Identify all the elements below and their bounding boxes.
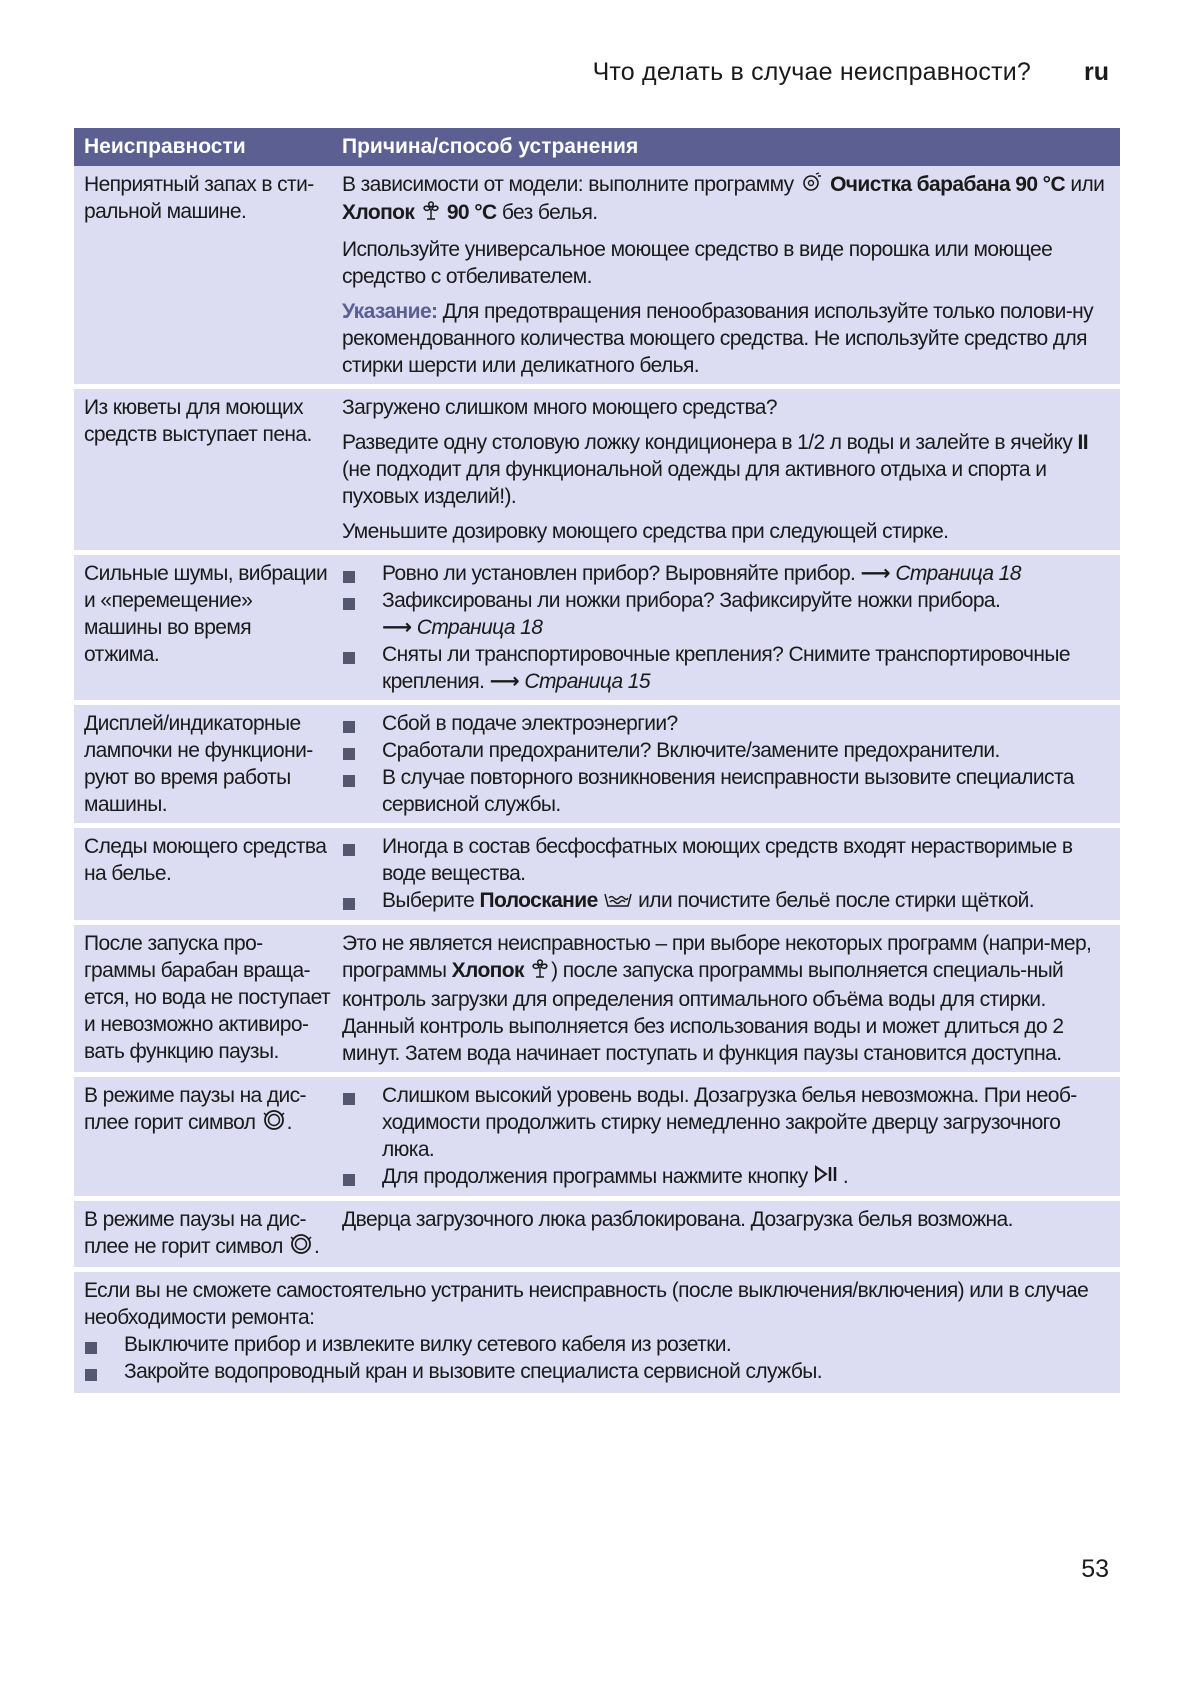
fault-cell: Из кюветы для моющих средств выступает пена. (84, 395, 312, 446)
service-note (74, 1272, 1120, 1393)
table-header (74, 128, 1120, 166)
list-item: Сняты ли транспортировочные крепления? Снимите транспортировочные крепления. ⟶ Страница 15 (342, 641, 1112, 695)
list-item: Сбой в подаче электроэнергии? (342, 710, 1112, 737)
fault-cell: Следы моющего средства на белье. (84, 834, 327, 885)
language-code: ru (1084, 58, 1109, 86)
header-col-fault: Неисправности (84, 135, 246, 158)
temperature: 90 °C (446, 201, 497, 224)
text: Это не является неисправностью – при выборе некоторых программ (напри-мер, программы (342, 931, 1092, 982)
page-reference[interactable]: Страница 18 (895, 561, 1021, 585)
arrow-icon: ⟶ (860, 561, 891, 585)
table-row (74, 166, 1120, 384)
rinse-icon (603, 888, 633, 915)
list-item: Выключите прибор и извлеките вилку сетевого кабеля из розетки. (84, 1331, 1108, 1358)
text: Если вы не сможете самостоятельно устранить неисправность (после выключения/включения) или в случае необходимости ремонта: (84, 1278, 1089, 1329)
text: ) после запуска программы выполняется специаль-ный контроль загрузки для определения оптимального объёма воды для стирки. Данный контроль выполняется без использования воды и может длиться до 2 минут. Затем вода начинает поступать и функция паузы становится доступна. (342, 958, 1064, 1065)
drum-clean-icon (799, 172, 825, 199)
text: (не подходит для функциональной одежды для активного отдыха и спорта и пуховых изделий!). (342, 457, 1047, 508)
door-lock-icon (288, 1233, 314, 1262)
fault-cell: В режиме паузы на дис-плее горит символ . (74, 1082, 342, 1191)
fault-cell: Неприятный запах в сти-ральной машине. (84, 173, 314, 223)
text: или (1070, 173, 1105, 196)
table-row (74, 555, 1120, 700)
table-row (74, 705, 1120, 823)
program-name: Очистка барабана 90 °C (830, 173, 1066, 196)
cause-cell (342, 1082, 1120, 1191)
cause-cell (342, 171, 1120, 379)
list-item: Закройте водопроводный кран и вызовите специалиста сервисной службы. (84, 1358, 1108, 1385)
table-row (74, 925, 1120, 1072)
page-reference[interactable]: Страница 15 (524, 669, 650, 693)
fault-cell: Сильные шумы, вибрации и «перемещение» машины во время отжима. (84, 561, 328, 666)
cotton-icon (420, 199, 442, 228)
list-item: В случае повторного возникновения неисправности вызовите специалиста сервисной службы. (342, 764, 1112, 818)
fault-cell: После запуска про-граммы барабан враща-ется, но вода не поступает и невозможно активиро-вать функцию паузы. (84, 931, 330, 1063)
compartment-label: II (1077, 430, 1089, 454)
list-item: Выберите Полоскание или почистите бельё после стирки щёткой. (342, 887, 1112, 915)
table-row (74, 1077, 1120, 1196)
page-title: Что делать в случае неисправности? (592, 58, 1031, 86)
cotton-icon (529, 957, 551, 986)
fault-cell: Дисплей/индикаторные лампочки не функциони-руют во время работы машины. (84, 711, 313, 816)
list-item: Иногда в состав бесфосфатных моющих средств входят нерастворимые в воде вещества. (342, 833, 1112, 887)
cause-cell (342, 930, 1120, 1067)
fault-cell: В режиме паузы на дис-плее не горит символ . (74, 1206, 342, 1262)
note-text: Для предотвращения пенообразования используйте только полови-ну рекомендованного количества моющего средства. Не используйте средство для стирки шерсти или деликатного белья. (342, 299, 1094, 377)
text: без белья. (501, 201, 598, 224)
list-item: Ровно ли установлен прибор? Выровняйте прибор. ⟶ Страница 18 (342, 560, 1112, 587)
program-name: Хлопок (342, 201, 415, 224)
cause-cell (342, 560, 1120, 695)
list-item: Слишком высокий уровень воды. Дозагрузка белья невозможна. При необ-ходимости продолжить стирку немедленно закройте дверцу загрузочного люка. (342, 1082, 1112, 1163)
cause-cell: Дверца загрузочного люка разблокирована. Дозагрузка белья возможна. (342, 1207, 1013, 1231)
cause-cell (342, 394, 1120, 545)
list-item: Зафиксированы ли ножки прибора? Зафиксируйте ножки прибора. ⟶ Страница 18 (342, 587, 1112, 641)
door-lock-icon (261, 1109, 287, 1138)
cause-cell (342, 710, 1120, 818)
program-name: Хлопок (451, 958, 524, 982)
list-item: Для продолжения программы нажмите кнопку . (342, 1163, 1112, 1191)
page-number: 53 (1081, 1555, 1109, 1583)
table-row (74, 1201, 1120, 1267)
table-row (74, 828, 1120, 920)
text: Загружено слишком много моющего средства? (342, 395, 777, 419)
note-label: Указание: (342, 299, 438, 323)
header-col-cause: Причина/способ устранения (342, 135, 639, 158)
arrow-icon: ⟶ (382, 615, 412, 639)
program-name: Полоскание (479, 888, 598, 912)
page-reference[interactable]: Страница 18 (416, 615, 543, 639)
text: Используйте универсальное моющее средство в виде порошка или моющее средство с отбеливателем. (342, 237, 1053, 288)
list-item: Сработали предохранители? Включите/замените предохранители. (342, 737, 1112, 764)
start-pause-icon (813, 1164, 843, 1191)
cause-cell (342, 833, 1120, 915)
text: Разведите одну столовую ложку кондиционера в 1/2 л воды и залейте в ячейку (342, 430, 1073, 454)
text: Уменьшите дозировку моющего средства при следующей стирке. (342, 519, 949, 543)
text: В зависимости от модели: выполните программу (342, 173, 794, 196)
arrow-icon: ⟶ (489, 669, 520, 693)
troubleshooting-table (74, 128, 1120, 1393)
table-row (74, 389, 1120, 550)
